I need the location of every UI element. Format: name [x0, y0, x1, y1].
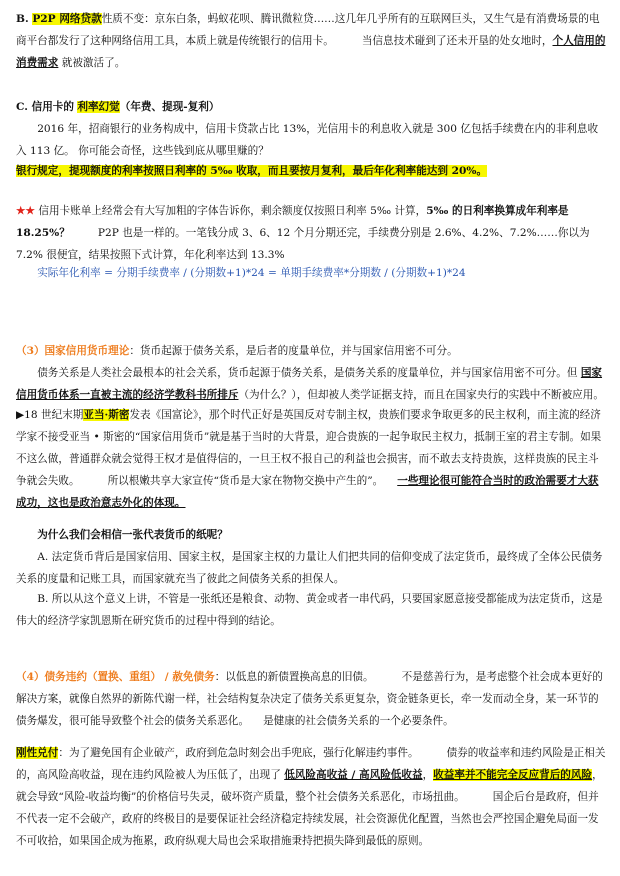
- rigid-payment-t3: ，: [422, 769, 434, 781]
- rigid-payment-t1: ：为了避免国有企业破产，政府到危急时刻会出手兜底，强行化解违约事件。: [58, 747, 419, 759]
- why-answer-b: B. 所以从这个意义上讲，不管是一张纸还是粮食、动物、黄金或者一串代码，只要国家愿意接受都能成为法定货币，这是伟大的经济学家凯恩斯在研究货币的过程中得到的结论。: [16, 593, 603, 627]
- section-3-intro: ：货币起源于债务关系，是后者的度量单位，并与国家信用密不可分。: [129, 345, 458, 357]
- political-will-underline: 一些理论很可能符合当时的政治需要才大获成功，这也是政治意志外化的体现。: [16, 475, 599, 509]
- star-icon: ★★: [16, 205, 35, 217]
- why-question: 为什么我们会相信一张代表货币的纸呢？: [37, 529, 228, 541]
- section-3-title: （3）国家信用货币理论: [16, 345, 130, 357]
- section-3-paragraph-2: [16, 404, 608, 514]
- state-credit-underline: 国家信用货币体系一直被主流的经济学教科书所排斥: [16, 367, 603, 401]
- rigid-payment-t2: 债券的收益率和违约风险是正相关的，高风险高收益，现在违约风险被人为压低了，出现了: [16, 747, 606, 781]
- section-c-paragraph-2: [16, 200, 608, 266]
- section-3-p2a: ▶18 世纪末期: [16, 409, 84, 421]
- risk-return-underline: 低风险高收益 / 高风险低收益: [284, 769, 423, 781]
- section-3-p2c: 所以根嫩共享大家宣传“货币是大家在物物交换中产生的”。: [107, 475, 384, 487]
- p2p-highlight: P2P 网络贷款: [32, 13, 102, 25]
- section-c-p2c: P2P 也是一样的。一笔钱分成 3、6、12 个月分期还完，手续费分别是 2.6%、4.2%、7.2%……你以为 7.2% 很便宜，结果按照下式计算，年化利率达到 13.3%: [16, 227, 590, 261]
- section-4-t2: 不是慈善行为，是考虑整个社会成本更好的解决方案，就像自然界的新陈代谢一样，社会结构复杂决定了债务关系更复杂，资金链条更长，牵一发而动全身，某一环节的债务爆发，很可能导致整个社会的债务关系恶化。: [16, 671, 603, 727]
- section-b-text-2: 当信息技术碰到了还未开垦的处女地时，: [361, 35, 553, 47]
- section-c-p2a: 信用卡账单上经常会有大写加粗的字体告诉你，剩余额度仅按照日利率 5‰ 计算，: [38, 205, 427, 217]
- section-b-text-3: 就被激活了。: [61, 57, 126, 69]
- section-c-heading: [16, 96, 608, 118]
- section-4-t1: ：以低息的新债置换高息的旧债。: [214, 671, 374, 683]
- rigid-payment-highlight: 刚性兑付: [16, 747, 59, 759]
- bank-rule-highlight: 银行规定，提现额度的利率按照日利率的 5‰ 收取，而且要按月复利，最后年化利率能达到 20%。: [16, 165, 488, 177]
- adam-smith-highlight: 亚当·斯密: [83, 409, 130, 421]
- section-3-paragraph-1: [16, 362, 608, 406]
- section-c-paragraph-1: 2016 年，招商银行的业务构成中，信用卡贷款占比 13%，光信用卡的利息收入就是 300 亿包括手续费在内的非利息收入 113 亿。 你可能会奇怪，这些钱到底从哪里赚的？: [16, 123, 599, 157]
- rate-illusion-highlight: 利率幻觉: [77, 101, 120, 113]
- rigid-payment-paragraph: [16, 742, 608, 852]
- rate-formula: 实际年化利率 = 分期手续费率 / (分期数+1)*24 = 单期手续费率*分期数 / (分期数+1)*24: [37, 267, 466, 279]
- rigid-payment-t5: 国企后台是政府，但并不代表一定不会破产，政府的终极目的是要保证社会经济稳定持续发展，社会资源优化配置，当然也会严控国企避免局面一发不可收拾，如果国企成为拖累，政府纵观大局也会采取措施秉持把损失降到最低的原则。: [16, 791, 599, 847]
- section-4-title: （4）债务违约（置换、重组） / 赦免债务: [16, 671, 215, 683]
- section-c-subtitle: （年费、提现-复利）: [119, 101, 220, 113]
- rigid-payment-t4: ，就会导致“风险-收益均衡”的价格信号失灵，破坏资产质量，整个社会债务关系恶化，市场扭曲。: [16, 769, 603, 803]
- section-b-text: 性质不变：京东白条，蚂蚁花呗、腾讯微粒贷……这几年几乎所有的互联网巨头，又生气是有消费场景的电商平台都发行了这种网络信用工具，本质上就是传统银行的信用卡。: [16, 13, 600, 47]
- section-3-p1b: （为什么？），但却被人类学证据支持，而且在国家央行的实践中不断被应用。: [238, 389, 604, 401]
- section-b-paragraph: [16, 8, 608, 74]
- section-3-p2b: 发表《国富论》，那个时代正好是英国反对专制主权，贵族们要求争取更多的民主权利，而主流的经济学家不接受亚当 • 斯密的“国家信用货币”就是基于当时的大背景，迎合贵族的一起争取民主权力，抵制王室的君主专制。如果不这么做，普通群众就会觉得王权才是值得信的，一旦王权不报自己的利益也会损害，而不敢去支持贵族，这样贵族的民主斗争就会失败。: [16, 409, 602, 487]
- yield-risk-highlight: 收益率并不能完全反应背后的风险: [433, 769, 593, 781]
- bank-rule-line: [16, 160, 608, 182]
- section-3-heading: [16, 340, 608, 362]
- section-b-label: B.: [16, 13, 33, 25]
- section-4-paragraph: [16, 666, 608, 732]
- section-c-p2b: 5‰ 的日利率换算成年利率是 18.25%？: [16, 205, 569, 239]
- consumer-credit-underline: 个人信用的消费需求: [16, 35, 606, 69]
- why-answer-a: A. 法定货币背后是国家信用、国家主权，是国家主权的力量让人们把共同的信仰变成了法定货币，最终成了全体公民债务关系的度量和记账工具，而国家就充当了彼此之间债务关系的担保人。: [16, 551, 603, 585]
- section-c-label: C. 信用卡的: [16, 101, 74, 113]
- section-3-p1a: 债务关系是人类社会最根本的社会关系，货币起源于债务关系，是债务关系的度量单位，并与国家信用密不可分。但: [37, 367, 578, 379]
- section-4-t3: 是健康的社会债务关系的一个必要条件。: [263, 715, 454, 727]
